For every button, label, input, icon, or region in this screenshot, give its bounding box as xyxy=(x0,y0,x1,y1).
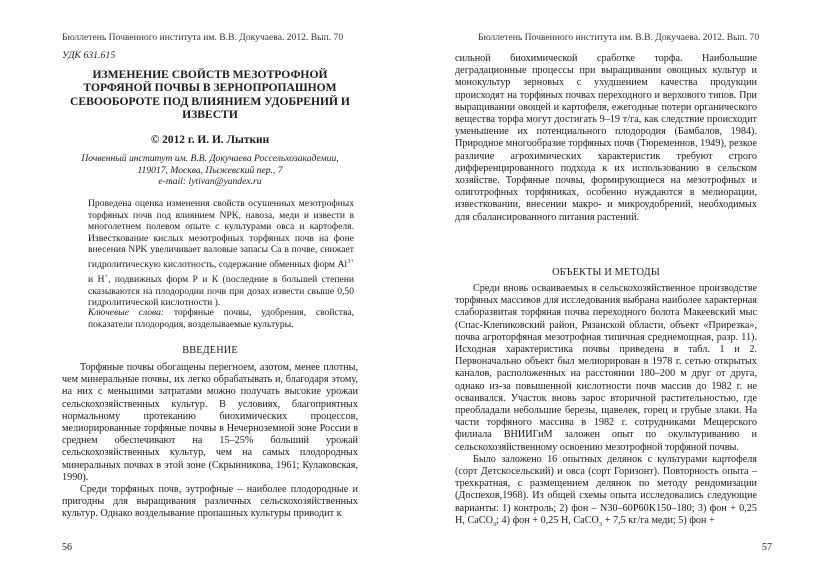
abstract-sup-2: + xyxy=(104,272,109,280)
udk-code: УДК 631.615 xyxy=(62,50,116,61)
page-number-left: 56 xyxy=(62,542,72,553)
running-header-right: Бюллетень Почвенного института им. В.В. Докучаева. 2012. Вып. 70 xyxy=(478,32,760,43)
methods-paragraph-2 xyxy=(455,454,757,531)
intro-paragraph-1: Торфяные почвы обогащены перегноем, азотом, менее плотны, чем минеральные почвы, их легко обрабатывать и, благодаря этому, на них с меньшими затратами можно получать высокие урожаи сельскохозяйственных культур. В условиях, благоприятных нормальному протеканию биохимических процессов, мелиорированные торфяные почвы в Нечерноземной зоне России в среднем обеспечивают на 15–25% больший урожай сельскохозяйственных культур, чем на самых плодородных минеральных почвах в этой зоне (Скрынникова, 1961; Кулаковская, 1990). xyxy=(62,362,358,483)
abstract-text-2: и H xyxy=(88,273,105,285)
intro-body xyxy=(62,362,358,521)
continued-text: сильной биохимической сработке торфа. Наибольшие деградационные процессы при выращивании овощных культур и монокультур зерновых с ухудшением качества продукции происходят на торфяных почвах переходного и верхового типов. При выращивании овощей и картофеля, ежегодные потери органического вещества торфа могут достигать 9–19 т/га, как следствие происходит уменьшение их потенциального плодородия (Бамбалов, 1984). Природное многообразие торфяных почв (Тюременнов, 1949), резкое различие агрохимических характеристик требуют строго дифференцированного подхода к их использованию в сельском хозяйстве. Торфяные почвы, формирующиеся на мезотрофных и олиготрофных торфяниках, особенно нуждаются в мелиорации, известковании, внесении макро- и микроудобрений, необходимых для сбалансированного питания растений. xyxy=(455,53,757,223)
affiliation-institute: Почвенный институт им. В.В. Докучаева Россельхозакадемии, xyxy=(81,153,339,164)
methods-heading: ОБЪЕКТЫ И МЕТОДЫ xyxy=(552,267,660,278)
methods-text-c: + 7,5 кг/га меди; 5) фон + xyxy=(602,514,715,526)
methods-paragraph-1: Среди вновь осваиваемых в сельскохозяйственное производстве торфяных массивов для исследования выбрана наиболее характерная слаборазвитая торфяная почва переходного болота Макеевский мыс (Спас-Клепиковский район, Рязанской области, объект «Прирезка», почва агроторфяная мезотрофная типичная среднемощная, разр. 11). Исходная характеристика почвы приведена в табл. 1 и 2. Первоначально объект был мелиорирован в 1978 г. сетью открытых каналов, расположенных на расстоянии 180–200 м друг от друга, однако из-за повышенной кислотности почв массив до 1982 г. не осваивался. Участок вновь зарос вторичной растительностью, где преобладали небольшие березы, щавелек, горец и грубые злаки. На части торфяного массива в 1982 г. сотрудниками Мещерского филиала ВНИИГиМ заложен опыт по окультуриванию и сельскохозяйственному освоению мезотрофной торфяной почвы. xyxy=(455,283,757,453)
keywords xyxy=(88,307,354,330)
abstract-text-1: Проведена оценка изменения свойств осушенных мезотрофных торфяных почв под влиянием NPK, навоза, меди и извести в многолетнем полевом опыте с культурами овса и картофеля. Известкование кислых мезотрофных торфяных почв на фоне внесения NPK увеличивает валовые запасы Са в почве, снижает гидролитическую кислотность, содержание обменных форм Al xyxy=(88,198,354,271)
affiliation-address: 119017, Москва, Пыжевский пер., 7 xyxy=(137,164,283,176)
abstract xyxy=(88,198,354,309)
abstract-sup-1: 3+ xyxy=(347,257,354,265)
methods-text-b: ; 4) фон + 0,25 Н, CaCO xyxy=(496,514,599,526)
methods-sub-2: 3 xyxy=(598,520,603,528)
affiliation-email: e-mail: lytivan@yandex.ru xyxy=(158,176,262,188)
author-line: © 2012 г. И. И. Лыткин xyxy=(150,134,270,146)
continued-paragraph xyxy=(455,53,757,224)
methods-text-a: Было заложено 16 опытных делянок с культурами картофеля (сорт Детскосельский) и овса (сорт Горизонт). Повторность опыта – трехкратная, с размещением делянок по методу рендомизации (Доспехов,1968). Из общей схемы опыта исследовались следующие варианты: 1) контроль; 2) фон – N30–60P60K150–180; 3) фон + 0,25 Н, CaCO xyxy=(455,453,757,526)
intro-paragraph-2: Среди торфяных почв, эутрофные – наиболее плодородные и пригодны для выращивания различных сельскохозяйственных культур. Однако возделывание пропашных культуры приводит к xyxy=(62,484,358,520)
article-title: ИЗМЕНЕНИЕ СВОЙСТВ МЕЗОТРОФНОЙ ТОРФЯНОЙ ПОЧВЫ В ЗЕРНОПРОПАШНОМ СЕВООБОРОТЕ ПОД ВЛИЯНИЕМ УДОБРЕНИЙ И ИЗВЕСТИ xyxy=(70,68,350,122)
intro-heading: ВВЕДЕНИЕ xyxy=(182,345,238,356)
affiliation xyxy=(70,153,350,188)
keywords-text: торфяные почвы, удобрения, свойства, показатели плодородия, возделываемые культуры. xyxy=(88,307,355,330)
page-number-right: 57 xyxy=(762,542,772,553)
methods-sub-1: 3 xyxy=(492,520,497,528)
methods-body xyxy=(455,283,757,531)
abstract-text-3: , подвижных форм Р и К (последние в большей степени сказываются на плодородии почв при дозах извести свыше 0,50 гидролитической кислотности ). xyxy=(88,273,354,309)
keywords-label: Ключевые слова: xyxy=(88,307,165,318)
running-header-left: Бюллетень Почвенного института им. В.В. Докучаева. 2012. Вып. 70 xyxy=(62,32,344,43)
